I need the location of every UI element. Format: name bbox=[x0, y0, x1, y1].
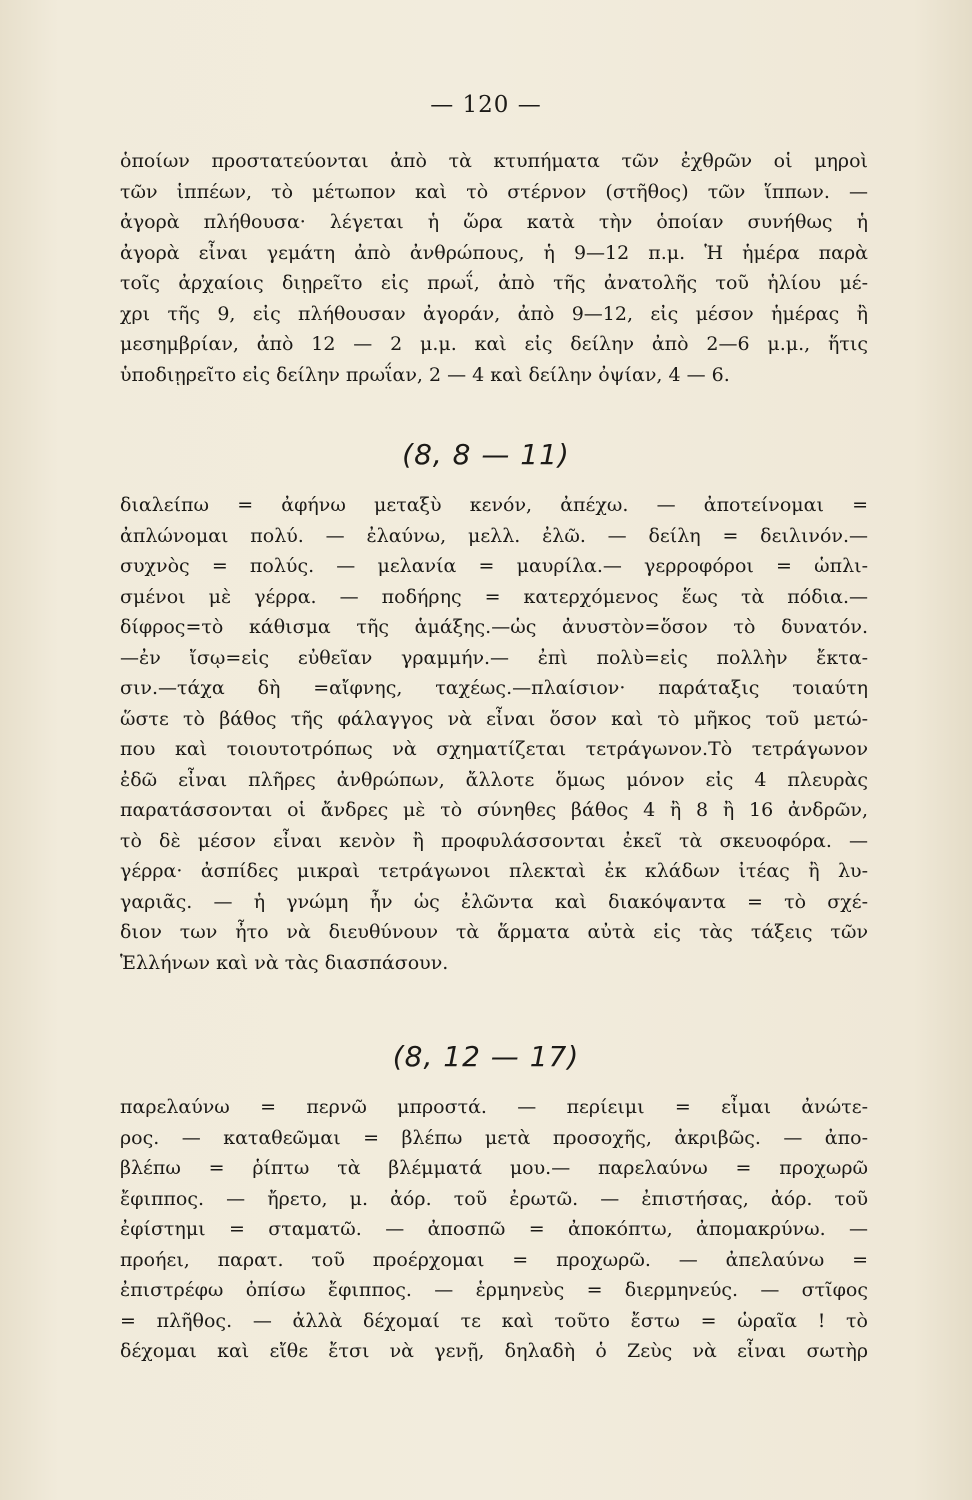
text-line: ὁποίων προστατεύονται ἀπὸ τὰ κτυπήματα τῶν ἐχθρῶν οἱ μηροὶ bbox=[120, 150, 868, 172]
text-line: που καὶ τοιουτοτρόπως νὰ σχηματίζεται τετράγωνον.Τὸ τετράγωνον bbox=[120, 738, 868, 760]
text-line: σιν.—τάχα δὴ =αἴφνης, ταχέως.—πλαίσιον· παράταξις τοιαύτη bbox=[120, 677, 868, 699]
text-line: βλέπω = ῥίπτω τὰ βλέμματά μου.— παρελαύνω = προχωρῶ bbox=[120, 1157, 868, 1179]
text-line: τοῖς ἀρχαίοις διῃρεῖτο εἰς πρωΐ, ἀπὸ τῆς ἀνατολῆς τοῦ ἡλίου μέ- bbox=[120, 272, 868, 294]
text-line: Ἑλλήνων καὶ νὰ τὰς διασπάσουν. bbox=[120, 951, 449, 974]
paragraph-commentary-1 bbox=[120, 146, 868, 390]
text-line: ἔφιππος. — ἤρετο, μ. ἀόρ. τοῦ ἐρωτῶ. — ἐπιστήσας, ἀόρ. τοῦ bbox=[120, 1187, 868, 1210]
text-line: δίφρος=τὸ κάθισμα τῆς ἁμάξης.—ὡς ἀνυστὸν=ὅσον τὸ δυνατόν. bbox=[120, 616, 868, 638]
text-line: δέχομαι καὶ εἴθε ἔτσι νὰ γενῇ, δηλαδὴ ὁ Ζεὺς νὰ εἶναι σωτὴρ bbox=[120, 1340, 868, 1362]
text-line: τῶν ἱππέων, τὸ μέτωπον καὶ τὸ στέρνον (στῆθος) τῶν ἵππων. — bbox=[120, 180, 868, 203]
text-line: γαριᾶς. — ἡ γνώμη ἦν ὡς ἐλῶντα καὶ διακόψαντα = τὸ σχέ- bbox=[120, 890, 868, 913]
text-line: ἀπλώνομαι πολύ. — ἐλαύνω, μελλ. ἐλῶ. — δείλη = δειλινόν.— bbox=[120, 524, 868, 547]
page-number: — 120 — bbox=[430, 92, 542, 118]
text-line: χρι τῆς 9, εἰς πλήθουσαν ἀγοράν, ἀπὸ 9—12, εἰς μέσον ἡμέρας ἢ bbox=[120, 302, 868, 325]
text-line: τὸ δὲ μέσον εἶναι κενὸν ἢ προφυλάσσονται ἐκεῖ τὰ σκευοφόρα. — bbox=[120, 829, 868, 852]
text-line: παρελαύνω = περνῶ μπροστά. — περίειμι = εἶμαι ἀνώτε- bbox=[120, 1096, 868, 1118]
text-line: ἀγορὰ εἶναι γεμάτη ἀπὸ ἀνθρώπους, ἡ 9—12 π.μ. Ἡ ἡμέρα παρὰ bbox=[120, 241, 868, 264]
text-line: ἀγορὰ πλήθουσα· λέγεται ἡ ὥρα κατὰ τὴν ὁποίαν συνήθως ἡ bbox=[120, 211, 868, 233]
text-line: ὥστε τὸ βάθος τῆς φάλαγγος νὰ εἶναι ὅσον καὶ τὸ μῆκος τοῦ μετώ- bbox=[120, 707, 868, 730]
section-heading-8-12-17: (8, 12 — 17) bbox=[392, 1040, 580, 1073]
text-line: —ἐν ἴσῳ=εἰς εὐθεῖαν γραμμήν.— ἐπὶ πολὺ=εἰς πολλὴν ἔκτα- bbox=[120, 646, 868, 669]
text-line: προήει, παρατ. τοῦ προέρχομαι = προχωρῶ. — ἀπελαύνω = bbox=[120, 1248, 868, 1271]
text-line: ὑποδιῃρεῖτο εἰς δείλην πρωΐαν, 2 — 4 καὶ δείλην ὀψίαν, 4 — 6. bbox=[120, 363, 730, 386]
text-line: συχνὸς = πολύς. — μελανία = μαυρίλα.— γερροφόροι = ὡπλι- bbox=[120, 555, 868, 577]
text-line: διαλείπω = ἀφήνω μεταξὺ κενόν, ἀπέχω. — ἀποτείνομαι = bbox=[120, 494, 868, 516]
text-line: ἐπιστρέφω ὀπίσω ἔφιππος. — ἑρμηνεὺς = διερμηνεύς. — στῖφος bbox=[120, 1279, 868, 1301]
text-line: ρος. — καταθεῶμαι = βλέπω μετὰ προσοχῆς, ἀκριβῶς. — ἀπο- bbox=[120, 1126, 868, 1149]
text-line: διον των ἦτο νὰ διευθύνουν τὰ ἅρματα αὐτὰ εἰς τὰς τάξεις τῶν bbox=[120, 921, 868, 943]
text-line: μεσημβρίαν, ἀπὸ 12 — 2 μ.μ. καὶ εἰς δείλην ἀπὸ 2—6 μ.μ., ἥτις bbox=[120, 333, 868, 355]
paragraph-glossary-2 bbox=[120, 1092, 868, 1367]
section-heading-8-8-11: (8, 8 — 11) bbox=[402, 438, 570, 471]
text-line: ἐφίστημι = σταματῶ. — ἀποσπῶ = ἀποκόπτω, ἀπομακρύνω. — bbox=[120, 1218, 868, 1240]
text-line: γέρρα· ἀσπίδες μικραὶ τετράγωνοι πλεκταὶ ἐκ κλάδων ἰτέας ἢ λυ- bbox=[120, 860, 868, 882]
paragraph-glossary-1 bbox=[120, 490, 868, 978]
text-line: σμένοι μὲ γέρρα. — ποδήρης = κατερχόμενος ἕως τὰ πόδια.— bbox=[120, 585, 868, 608]
text-line: παρατάσσονται οἱ ἄνδρες μὲ τὸ σύνηθες βάθος 4 ἢ 8 ἢ 16 ἀνδρῶν, bbox=[120, 799, 868, 821]
text-line: ἐδῶ εἶναι πλῆρες ἀνθρώπων, ἄλλοτε ὅμως μόνον εἰς 4 πλευρὰς bbox=[120, 768, 868, 791]
text-line: = πλῆθος. — ἀλλὰ δέχομαί τε καὶ τοῦτο ἔστω = ὡραῖα ! τὸ bbox=[120, 1309, 868, 1332]
